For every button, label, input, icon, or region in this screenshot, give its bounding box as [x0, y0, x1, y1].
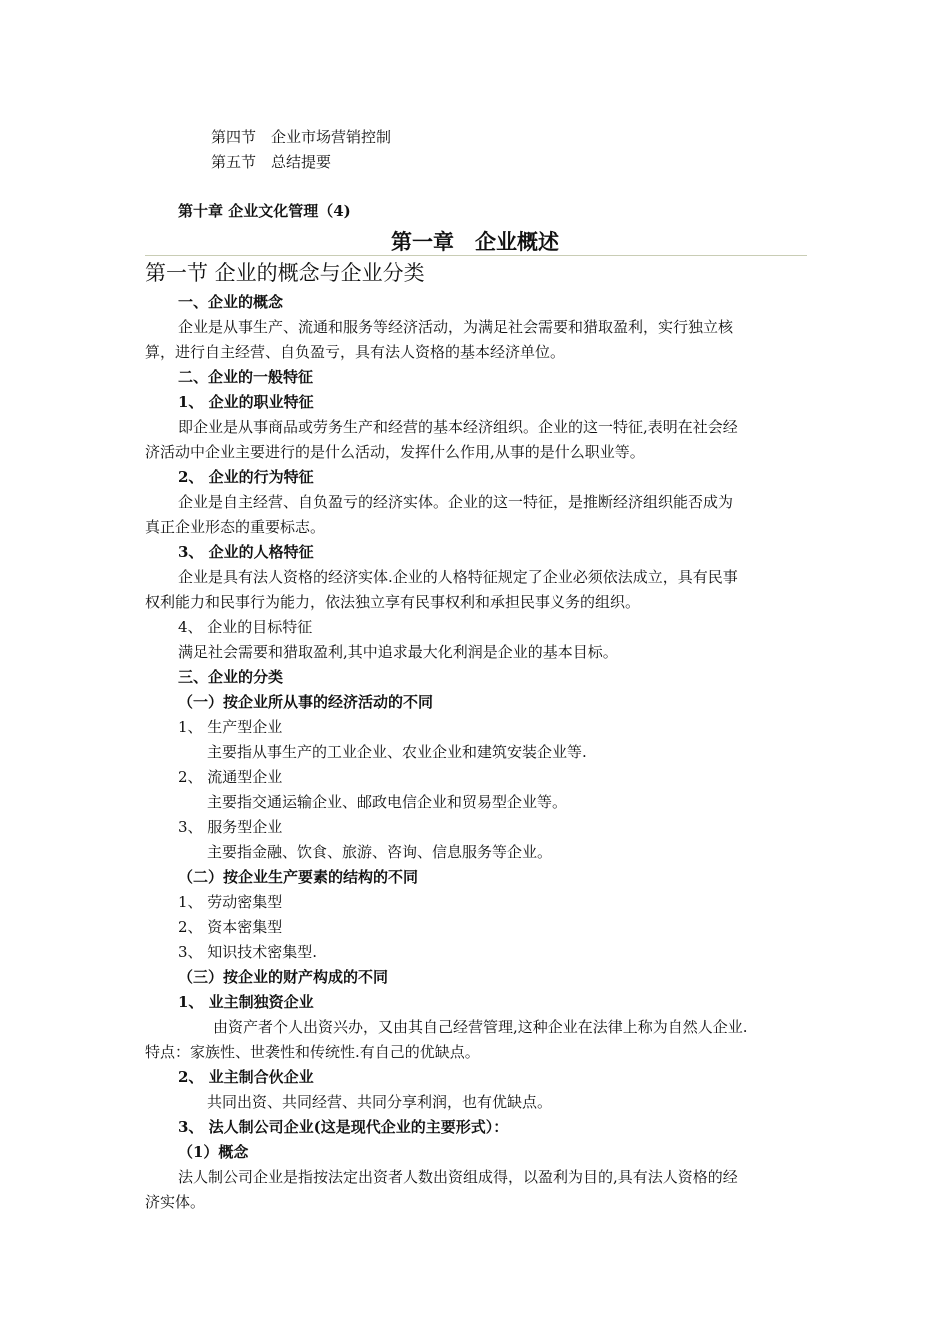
paragraph-line: 企业是从事生产、流通和服务等经济活动，为满足社会需要和猎取盈利，实行独立核 — [178, 318, 734, 336]
section-title: 第一节 企业的概念与企业分类 — [145, 261, 425, 285]
paragraph-line: 企业是自主经营、自负盈亏的经济实体。企业的这一特征，是推断经济组织能否成为 — [178, 493, 734, 511]
list-item: 1、 劳动密集型 — [178, 893, 283, 911]
heading: 一、企业的概念 — [178, 293, 284, 311]
list-item: 3、 知识技术密集型. — [178, 943, 318, 961]
subheading: 3、 法人制公司企业(这是现代企业的主要形式）： — [178, 1118, 509, 1136]
heading: 三、企业的分类 — [178, 668, 284, 686]
subheading: （1）概念 — [178, 1143, 249, 1161]
paragraph-line: 主要指从事生产的工业企业、农业企业和建筑安装企业等. — [207, 743, 587, 761]
chapter-title: 第一章 企业概述 — [391, 229, 559, 254]
subheading: 4、 企业的目标特征 — [178, 618, 313, 636]
list-item: 1、 生产型企业 — [178, 718, 283, 736]
subheading: （一）按企业所从事的经济活动的不同 — [178, 693, 434, 711]
paragraph-line: 企业是具有法人资格的经济实体.企业的人格特征规定了企业必须依法成立，具有民事 — [178, 568, 738, 586]
title-divider — [145, 255, 807, 256]
paragraph-line: 特点：家族性、世袭性和传统性.有自己的优缺点。 — [145, 1043, 480, 1061]
toc-chapter-heading: 第十章 企业文化管理（4) — [178, 202, 351, 220]
paragraph-line: 共同出资、共同经营、共同分享利润，也有优缺点。 — [207, 1093, 553, 1111]
toc-line: 第五节 总结提要 — [211, 153, 332, 171]
paragraph-line: 满足社会需要和猎取盈利,其中追求最大化利润是企业的基本目标。 — [178, 643, 618, 661]
list-item: 2、 流通型企业 — [178, 768, 283, 786]
paragraph-line: 即企业是从事商品或劳务生产和经营的基本经济组织。企业的这一特征,表明在社会经 — [178, 418, 738, 436]
subheading: 2、 企业的行为特征 — [178, 468, 314, 486]
toc-line: 第四节 企业市场营销控制 — [211, 128, 392, 146]
paragraph-line: 算，进行自主经营、自负盈亏，具有法人资格的基本经济单位。 — [145, 343, 566, 361]
paragraph-line: 主要指金融、饮食、旅游、咨询、信息服务等企业。 — [207, 843, 553, 861]
subheading: 2、 业主制合伙企业 — [178, 1068, 314, 1086]
subheading: （二）按企业生产要素的结构的不同 — [178, 868, 419, 886]
paragraph-line: 济实体。 — [145, 1193, 206, 1211]
list-item: 2、 资本密集型 — [178, 918, 283, 936]
paragraph-line: 济活动中企业主要进行的是什么活动，发挥什么作用,从事的是什么职业等。 — [145, 443, 645, 461]
paragraph-line: 权利能力和民事行为能力，依法独立享有民事权利和承担民事义务的组织。 — [145, 593, 641, 611]
paragraph-line: 主要指交通运输企业、邮政电信企业和贸易型企业等。 — [207, 793, 568, 811]
heading: 二、企业的一般特征 — [178, 368, 314, 386]
paragraph-line: 法人制公司企业是指按法定出资者人数出资组成得，以盈利为目的,具有法人资格的经 — [178, 1168, 738, 1186]
subheading: （三）按企业的财产构成的不同 — [178, 968, 389, 986]
subheading: 1、 业主制独资企业 — [178, 993, 314, 1011]
paragraph-line: 真正企业形态的重要标志。 — [145, 518, 326, 536]
list-item: 3、 服务型企业 — [178, 818, 283, 836]
paragraph-line: 由资产者个人出资兴办，又由其自己经营管理,这种企业在法律上称为自然人企业. — [213, 1018, 748, 1036]
subheading: 3、 企业的人格特征 — [178, 543, 314, 561]
subheading: 1、 企业的职业特征 — [178, 393, 314, 411]
